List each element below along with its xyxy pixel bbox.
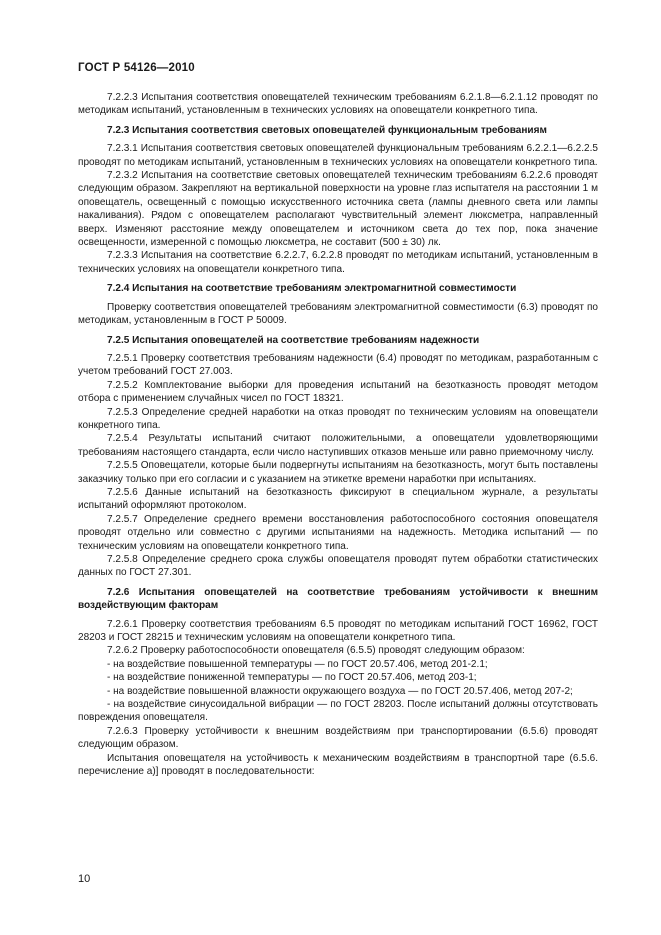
paragraph: 7.2.3.2 Испытания на соответствие световых оповещателей техническим требованиям 6.2.2.6 проводят следующим образом. Закрепляют на вертикальной поверхности на уровне глаз испытателя на расстоянии 1 м оповещатель, освещенный с помощью искусственного источника света (лампы дневного света или лампы накаливания). Рядом с оповещателем располагают чувствительный элемент люксметра, направленный вверх. Изменяют расстояние между оповещателем и источником света до тех пор, пока значение освещенности, измеренной с помощью люксметра, не составит (500 ± 30) лк. — [78, 170, 598, 249]
paragraph: 7.2.5.8 Определение среднего срока службы оповещателя проводят путем обработки статистических данных по ГОСТ 27.301. — [78, 554, 598, 579]
paragraph: 7.2.6.1 Проверку соответствия требованиям 6.5 проводят по методикам испытаний ГОСТ 16962, ГОСТ 28203 и ГОСТ 28215 и техническим условиям на оповещатели конкретного типа. — [78, 618, 598, 644]
paragraph: 7.2.3.3 Испытания на соответствие 6.2.2.7, 6.2.2.8 проводят по методикам испытаний, установленным в технических условиях на оповещатели конкретного типа. — [78, 250, 598, 275]
paragraph: 7.2.5.4 Результаты испытаний считают положительными, а оповещатели удовлетворяющими требованиям настоящего стандарта, если число наступивших отказов меньше или равно приемочному числу. — [78, 433, 598, 458]
paragraph: 7.2.5.7 Определение среднего времени восстановления работоспособного состояния оповещателя проводят отдельно или совместно с другими испытаниями на надежность. Методика испытаний — по техническим условиям на оповещатели конкретного типа. — [78, 513, 598, 552]
paragraph: 7.2.5.2 Комплектование выборки для проведения испытаний на безотказность проводят методом отбора с применением случайных чисел по ГОСТ 18321. — [78, 379, 598, 405]
paragraph: - на воздействие повышенной влажности окружающего воздуха — по ГОСТ 20.57.406, метод 207-2; — [107, 685, 573, 697]
paragraph: 7.2.6.3 Проверку устойчивости к внешним воздействиям при транспортировании (6.5.6) проводят следующим образом. — [78, 725, 598, 751]
document-header: ГОСТ Р 54126—2010 — [78, 62, 195, 74]
paragraph: 7.2.2.3 Испытания соответствия оповещателей техническим требованиям 6.2.1.8—6.2.1.12 проводят по методикам испытаний, установленным в технических условиях на оповещатели конкретного типа. — [78, 92, 598, 117]
paragraph: Проверку соответствия оповещателей требованиям электромагнитной совместимости (6.3) проводят по методикам, установленным в ГОСТ Р 50009. — [78, 301, 598, 327]
section-heading: 7.2.4 Испытания на соответствие требованиям электромагнитной совместимости — [107, 283, 517, 295]
section-heading: 7.2.3 Испытания соответствия световых оповещателей функциональным требованиям — [107, 124, 547, 136]
paragraph: 7.2.5.6 Данные испытаний на безотказность фиксируют в специальном журнале, а результаты испытаний оформляют протоколом. — [78, 486, 598, 512]
paragraph: - на воздействие синусоидальной вибрации — по ГОСТ 28203. После испытаний должны отсутствовать повреждения оповещателя. — [78, 699, 598, 724]
paragraph: 7.2.3.1 Испытания соответствия световых оповещателей функциональным требованиям 6.2.2.1—6.2.2.5 проводят по методикам испытаний, установленным в технических условиях на оповещатели конкретного типа. — [78, 143, 598, 168]
paragraph: 7.2.5.1 Проверку соответствия требованиям надежности (6.4) проводят по методикам, разработанным с учетом требований ГОСТ 27.003. — [78, 352, 598, 378]
paragraph: - на воздействие повышенной температуры — по ГОСТ 20.57.406, метод 201-2.1; — [107, 658, 488, 670]
paragraph: 7.2.6.2 Проверку работоспособности оповещателя (6.5.5) проводят следующим образом: — [107, 645, 525, 657]
document-body — [78, 91, 598, 779]
paragraph: 7.2.5.5 Оповещатели, которые были подвергнуты испытаниям на безотказность, могут быть поставлены заказчику только при его согласии и с указанием на этикетке времени наработки при испытаниях. — [78, 460, 598, 485]
section-heading: 7.2.5 Испытания оповещателей на соответствие требованиям надежности — [107, 334, 480, 346]
paragraph: - на воздействие пониженной температуры — по ГОСТ 20.57.406, метод 203-1; — [107, 672, 477, 684]
page-number: 10 — [78, 873, 91, 885]
section-heading: 7.2.6 Испытания оповещателей на соответствие требованиям устойчивости к внешним воздействующим факторам — [78, 586, 598, 612]
paragraph: Испытания оповещателя на устойчивость к механическим воздействиям в транспортной таре (6.5.6. перечисление а)] проводят в последовательности: — [78, 752, 598, 778]
paragraph: 7.2.5.3 Определение средней наработки на отказ проводят по техническим условиям на оповещатели конкретного типа. — [78, 406, 598, 431]
